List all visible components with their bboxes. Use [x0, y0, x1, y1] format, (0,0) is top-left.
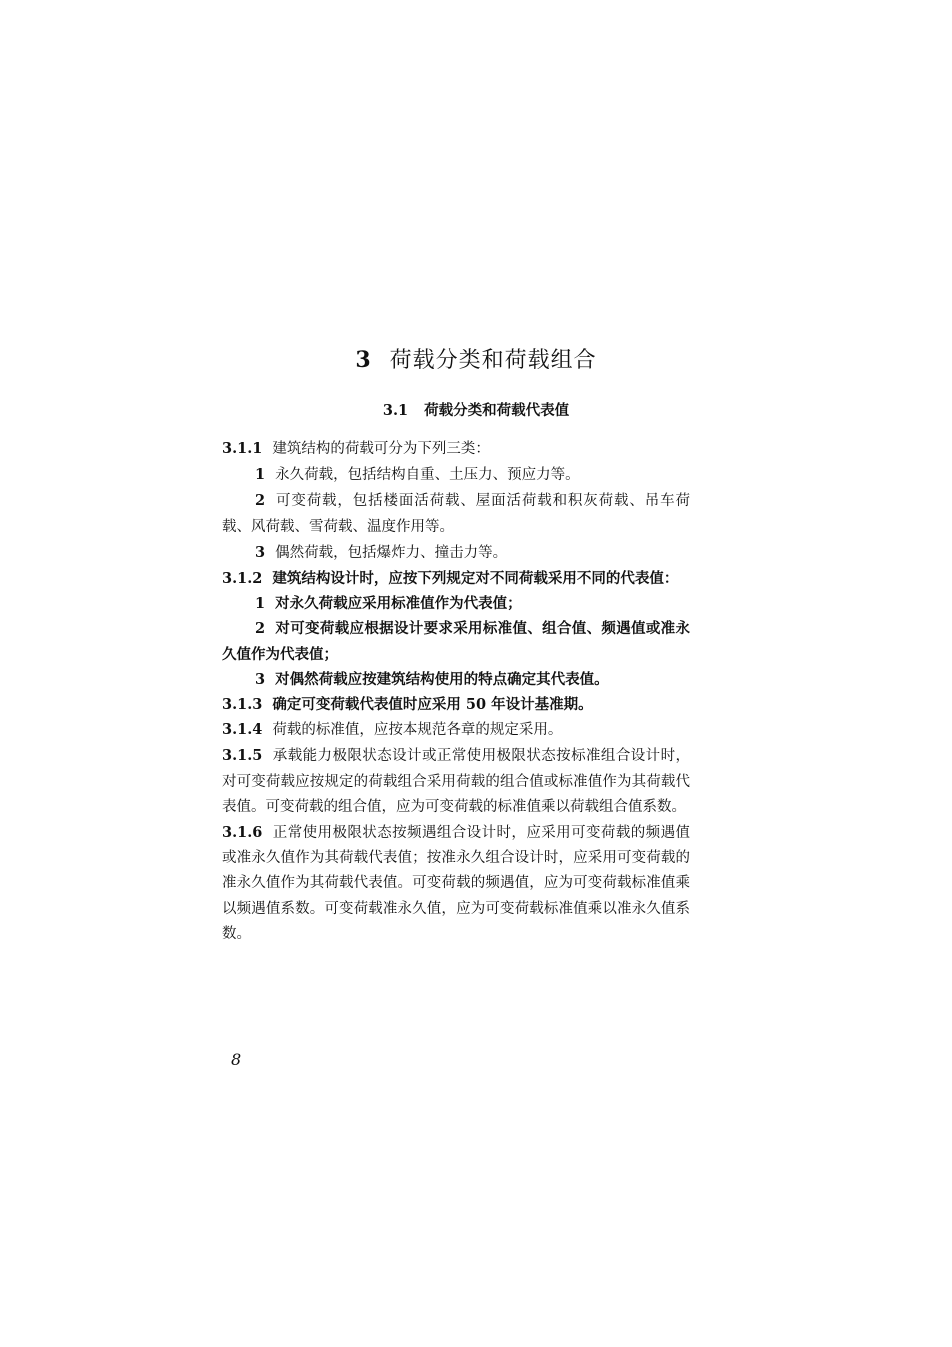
clause-3-1-3 [222, 692, 690, 717]
chapter-title-text: 荷载分类和荷载组合 [389, 348, 597, 373]
clause-text: 正常使用极限状态按频遇组合设计时，应采用可变荷载的频遇值或准永久值作为其荷载代表值；按准永久组合设计时，应采用可变荷载的准永久值作为其荷载代表值。可变荷载的频遇值，应为可变荷载标准值乘以频遇值系数。可变荷载准永久值，应为可变荷载标准值乘以准永久值系数。 [222, 825, 690, 942]
item-text: 永久荷载，包括结构自重、土压力、预应力等。 [275, 467, 580, 484]
item-number: 2 [255, 620, 266, 638]
clause-text: 确定可变荷载代表值时应采用 50 年设计基准期。 [272, 696, 593, 714]
item-number: 3 [255, 543, 266, 561]
clause-3-1-2 [222, 566, 690, 591]
item-text: 对永久荷载应采用标准值作为代表值； [275, 595, 522, 613]
clause-3-1-2-item-2 [222, 616, 690, 666]
clause-number: 3.1.2 [222, 570, 263, 588]
clause-3-1-6 [222, 820, 690, 947]
clause-3-1-1-item-1 [222, 462, 690, 488]
clause-number: 3.1.1 [222, 440, 263, 457]
item-number: 3 [255, 670, 266, 688]
page-number: 8 [231, 1050, 242, 1069]
clause-3-1-5 [222, 743, 690, 820]
clause-text: 建筑结构设计时，应按下列规定对不同荷载采用不同的代表值： [272, 570, 679, 588]
clause-text: 承载能力极限状态设计或正常使用极限状态按标准组合设计时，对可变荷载应按规定的荷载组合采用荷载的组合值或标准值作为其荷载代表值。可变荷载的组合值，应为可变荷载的标准值乘以荷载组合值系数。 [222, 748, 690, 815]
clause-number: 3.1.4 [222, 721, 263, 739]
chapter-number: 3 [355, 347, 372, 373]
clause-3-1-2-item-3 [222, 667, 690, 692]
clause-3-1-2-item-1 [222, 591, 690, 616]
body-text [222, 436, 690, 947]
clause-number: 3.1.5 [222, 747, 263, 765]
item-number: 2 [255, 492, 266, 510]
item-text: 对可变荷载应根据设计要求采用标准值、组合值、频遇值或准永久值作为代表值； [222, 620, 690, 663]
chapter-title [0, 345, 952, 376]
item-text: 偶然荷载，包括爆炸力、撞击力等。 [275, 544, 508, 561]
item-number: 1 [255, 595, 266, 613]
item-number: 1 [255, 466, 266, 484]
clause-3-1-1-item-3 [222, 540, 690, 566]
item-text: 对偶然荷载应按建筑结构使用的特点确定其代表值。 [275, 670, 609, 688]
clause-3-1-1-item-2 [222, 488, 690, 539]
section-title-text: 荷载分类和荷载代表值 [424, 402, 570, 419]
clause-text: 荷载的标准值，应按本规范各章的规定采用。 [272, 722, 563, 739]
clause-3-1-4 [222, 717, 690, 743]
clause-3-1-1 [222, 436, 690, 462]
item-text: 可变荷载，包括楼面活荷载、屋面活荷载和积灰荷载、吊车荷载、风荷载、雪荷载、温度作用等。 [222, 493, 690, 535]
clause-text: 建筑结构的荷载可分为下列三类： [272, 441, 490, 457]
clause-number: 3.1.6 [222, 824, 263, 842]
section-number: 3.1 [382, 402, 409, 419]
section-title [0, 400, 952, 422]
clause-number: 3.1.3 [222, 696, 263, 714]
